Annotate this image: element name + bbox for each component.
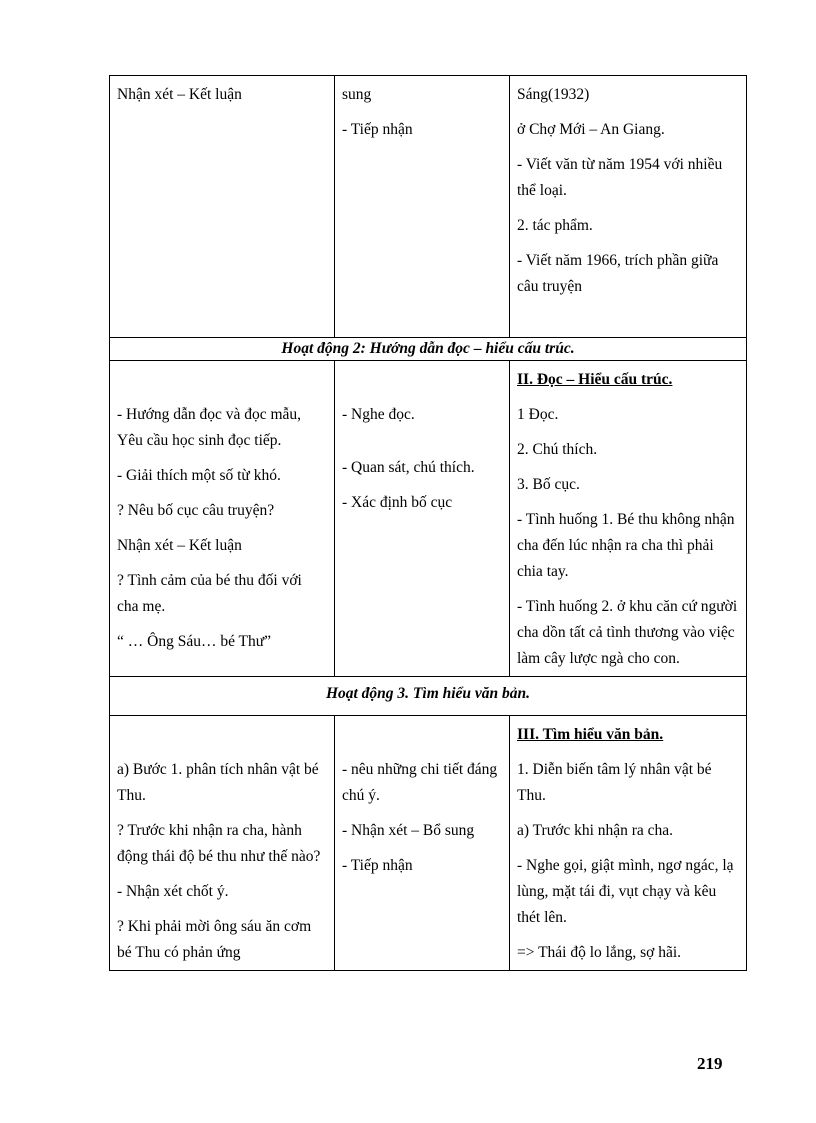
text-line: - Tình huống 1. Bé thu không nhận cha đến lúc nhận ra cha thì phải chia tay. xyxy=(517,511,735,580)
student-activity-cell xyxy=(335,361,510,677)
student-activity-cell xyxy=(335,76,510,338)
section-title: III. Tìm hiểu văn bản. xyxy=(517,726,664,743)
section-title: II. Đọc – Hiểu cấu trúc. xyxy=(517,371,673,388)
text-line: - Quan sát, chú thích. xyxy=(342,459,475,476)
teacher-activity-cell xyxy=(110,716,335,971)
text-line: 1. Diễn biến tâm lý nhân vật bé Thu. xyxy=(517,761,712,804)
text-line: - Nghe gọi, giật mình, ngơ ngác, lạ lùng, mặt tái đi, vụt chạy và kêu thét lên. xyxy=(517,857,734,926)
text-line: - Hướng dẫn đọc và đọc mẫu, Yêu cầu học sinh đọc tiếp. xyxy=(117,406,302,449)
activity-2-heading: Hoạt động 2: Hướng dẫn đọc – hiểu cấu trúc. xyxy=(110,338,747,361)
text-line: ở Chợ Mới – An Giang. xyxy=(517,121,665,138)
text-line: - Tiếp nhận xyxy=(342,857,413,874)
text-line: - Nhận xét – Bổ sung xyxy=(342,822,475,839)
student-activity-cell xyxy=(335,716,510,971)
table-row-1 xyxy=(110,76,747,338)
text-line: - nêu những chi tiết đáng chú ý. xyxy=(342,761,498,804)
text-line: - Viết văn từ năm 1954 với nhiều thể loại. xyxy=(517,156,723,199)
text-line: a) Bước 1. phân tích nhân vật bé Thu. xyxy=(117,761,319,804)
activity-3-heading: Hoạt động 3. Tìm hiểu văn bản. xyxy=(110,677,747,716)
content-cell xyxy=(510,76,747,338)
text-line: Sáng(1932) xyxy=(517,86,590,103)
text-line: - Nhận xét chốt ý. xyxy=(117,883,229,900)
text-line: - Tình huống 2. ở khu căn cứ người cha dồn tất cả tình thương vào việc làm cây lược ngà cho con. xyxy=(517,598,738,667)
table-row-3 xyxy=(110,716,747,971)
content-cell xyxy=(510,716,747,971)
text-line: ? Tình cảm của bé thu đối với cha mẹ. xyxy=(117,572,302,615)
activity-2-heading-row xyxy=(110,338,747,361)
text-line: Nhận xét – Kết luận xyxy=(117,86,242,103)
text-line: 3. Bố cục. xyxy=(517,476,580,493)
activity-3-heading-row xyxy=(110,677,747,716)
text-line: - Giải thích một số từ khó. xyxy=(117,467,281,484)
text-line: - Xác định bố cục xyxy=(342,494,453,511)
lesson-plan-table xyxy=(109,75,747,971)
teacher-activity-cell xyxy=(110,76,335,338)
page-number: 219 xyxy=(697,1054,723,1073)
text-line: 2. tác phẩm. xyxy=(517,217,593,234)
text-line: a) Trước khi nhận ra cha. xyxy=(517,822,674,839)
teacher-activity-cell xyxy=(110,361,335,677)
text-line: Nhận xét – Kết luận xyxy=(117,537,242,554)
text-line: - Tiếp nhận xyxy=(342,121,413,138)
table-row-2 xyxy=(110,361,747,677)
text-line: ? Trước khi nhận ra cha, hành động thái độ bé thu như thế nào? xyxy=(117,822,321,865)
text-line: - Nghe đọc. xyxy=(342,406,415,423)
text-line: ? Nêu bố cục câu truyện? xyxy=(117,502,275,519)
text-line: - Viết năm 1966, trích phần giữa câu truyện xyxy=(517,252,719,295)
content-cell xyxy=(510,361,747,677)
text-line: “ … Ông Sáu… bé Thư” xyxy=(117,633,272,650)
text-line: => Thái độ lo lắng, sợ hãi. xyxy=(517,944,682,961)
text-line: 1 Đọc. xyxy=(517,406,559,423)
text-line: sung xyxy=(342,86,372,103)
text-line: 2. Chú thích. xyxy=(517,441,598,458)
text-line: ? Khi phải mời ông sáu ăn cơm bé Thu có phản ứng xyxy=(117,918,312,961)
